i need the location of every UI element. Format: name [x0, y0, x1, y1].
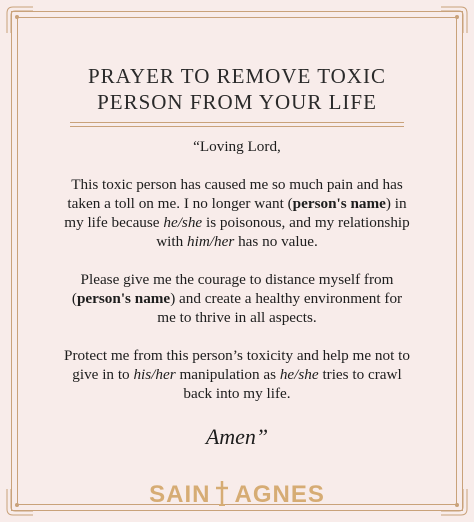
title-line-1: PRAYER TO REMOVE TOXIC: [88, 64, 386, 88]
paragraph-3: Protect me from this person’s toxicity and help me not to give in to his/her manipulation as he/she tries to crawl back into my life.: [64, 347, 410, 402]
closing-amen: Amen”: [205, 424, 269, 449]
cross-icon: [212, 480, 232, 506]
title-divider: [70, 122, 404, 123]
corner-ornament-icon: [5, 5, 35, 35]
prayer-text: [34, 137, 440, 422]
greeting: “Loving Lord,: [193, 138, 281, 155]
title-divider: [70, 126, 404, 127]
paragraph-2: Please give me the courage to distance myself from (person's name) and create a healthy environment for me to thrive in all aspects.: [71, 271, 403, 326]
corner-ornament-icon: [439, 5, 469, 35]
paragraph-1: This toxic person has caused me so much pain and has taken a toll on me. I no longer want (person's name) in my life because he/she is poisonous, and my relationship with him/her has no value.: [64, 176, 410, 250]
page-title: [40, 63, 434, 115]
title-line-2: PERSON FROM YOUR LIFE: [97, 90, 377, 114]
saint-agnes-logo: SAIN AGNES: [149, 481, 325, 508]
